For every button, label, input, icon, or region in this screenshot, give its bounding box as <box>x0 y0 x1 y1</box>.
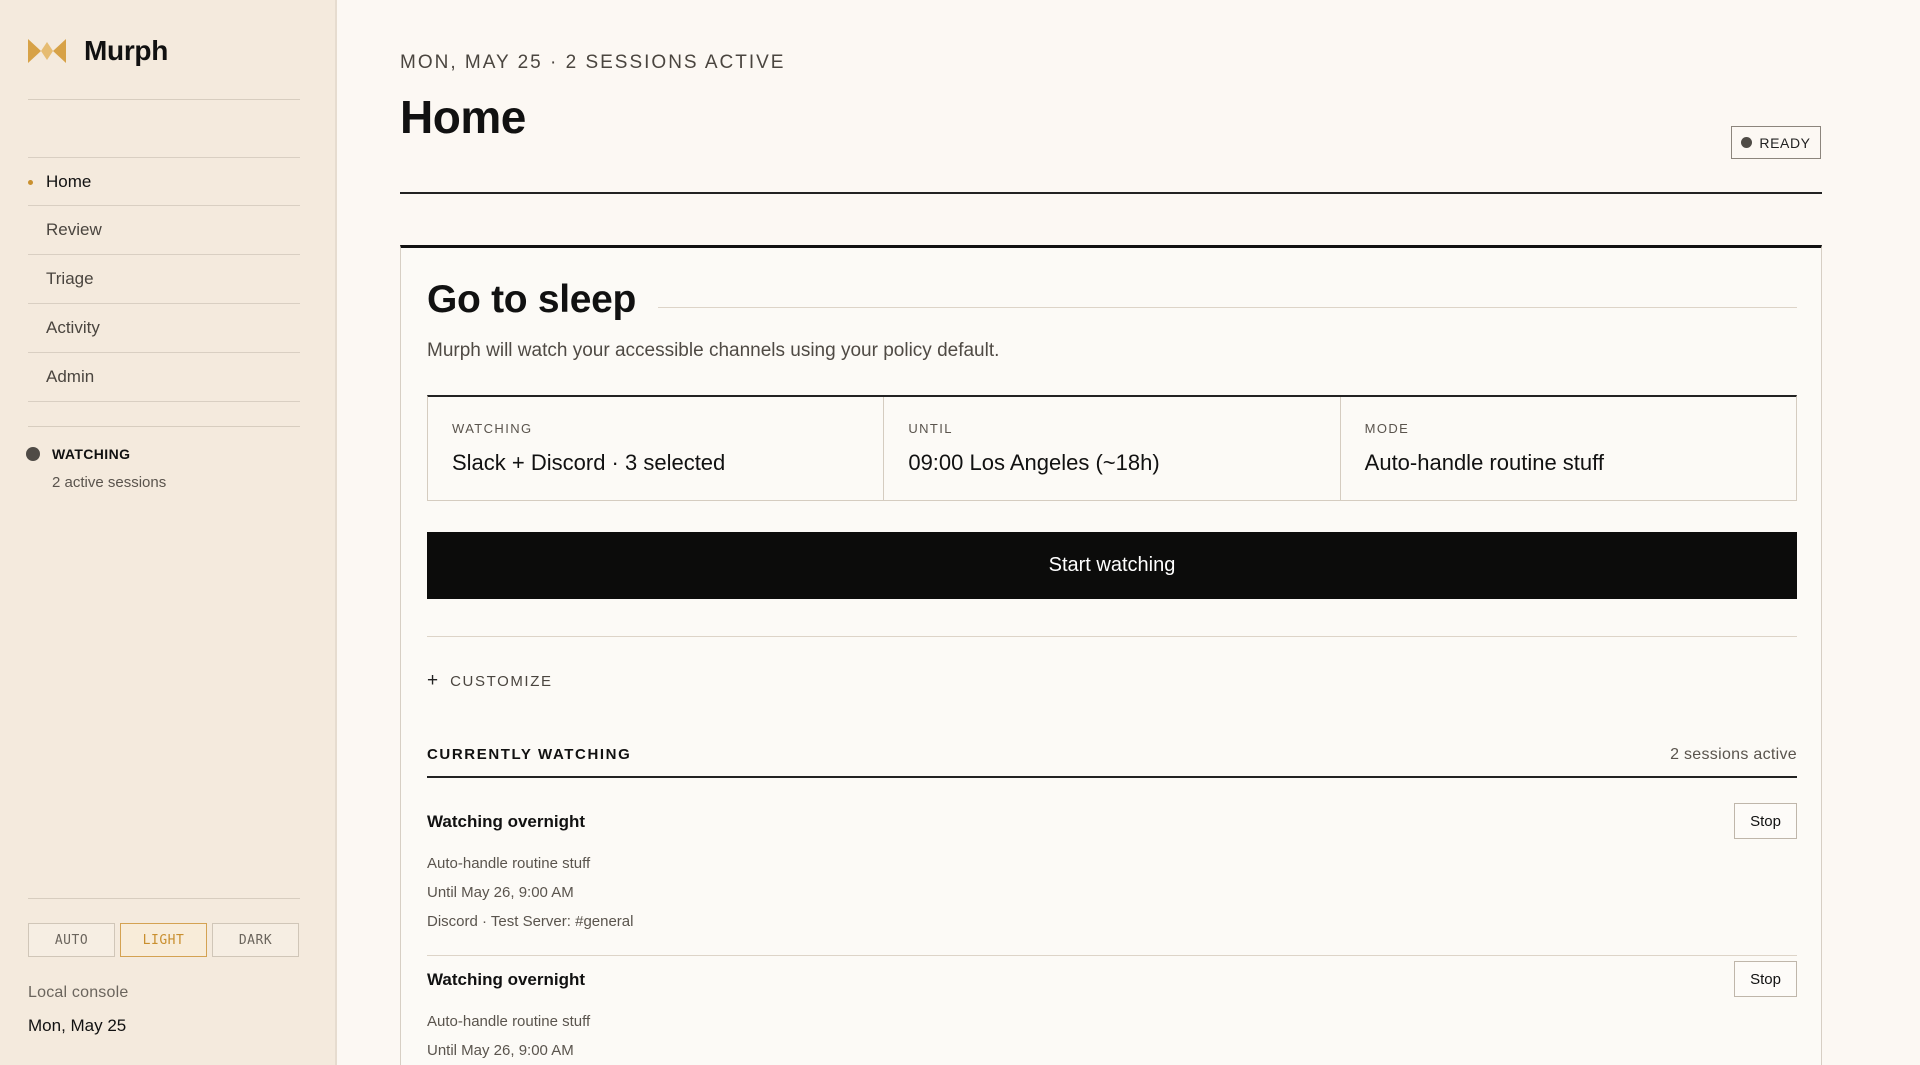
sidebar <box>0 0 337 1065</box>
session-count: 2 sessions active <box>1670 746 1797 763</box>
info-value: Slack + Discord · 3 selected <box>452 450 726 475</box>
sidebar-item-label: Admin <box>46 367 95 386</box>
console-label: Local console <box>28 984 129 1001</box>
sidebar-item-label: Review <box>46 220 102 239</box>
sidebar-divider <box>28 898 300 899</box>
session-channels: Discord · Test Server: #general <box>427 913 634 930</box>
info-value: 09:00 Los Angeles (~18h) <box>908 450 1160 475</box>
stop-session-button[interactable]: Stop <box>1734 803 1797 839</box>
customize-toggle[interactable] <box>427 670 553 692</box>
session-title: Watching overnight <box>427 970 586 989</box>
session-until: Until May 26, 9:00 AM <box>427 1042 574 1059</box>
sidebar-item-triage[interactable] <box>28 255 300 304</box>
active-indicator-dot <box>28 180 33 185</box>
status-badge <box>1731 126 1821 159</box>
theme-switcher <box>28 923 299 957</box>
session-mode: Auto-handle routine stuff <box>427 1013 591 1030</box>
info-value: Auto-handle routine stuff <box>1364 450 1604 475</box>
sidebar-nav <box>28 157 300 402</box>
sidebar-item-home[interactable] <box>28 157 300 206</box>
title-divider <box>400 192 1822 194</box>
currently-watching-header <box>427 746 1797 778</box>
brand[interactable] <box>28 34 168 68</box>
go-to-sleep-card <box>400 245 1822 1065</box>
session-until: Until May 26, 9:00 AM <box>427 884 574 901</box>
sidebar-item-label: Activity <box>46 318 100 337</box>
info-label: MODE <box>1364 421 1410 436</box>
status-subtext: 2 active sessions <box>52 474 167 491</box>
watching-cell[interactable] <box>428 397 884 500</box>
sidebar-item-admin[interactable] <box>28 353 300 402</box>
theme-dark-button[interactable]: DARK <box>212 923 299 957</box>
theme-auto-button[interactable]: AUTO <box>28 923 115 957</box>
murph-logo-icon <box>28 39 66 63</box>
stop-session-button[interactable]: Stop <box>1734 961 1797 997</box>
session-mode: Auto-handle routine stuff <box>427 855 591 872</box>
main-content <box>338 0 1920 1065</box>
session-divider <box>427 955 1797 956</box>
watch-settings-grid <box>427 395 1797 501</box>
sidebar-item-label: Triage <box>46 269 94 288</box>
section-title: CURRENTLY WATCHING <box>427 746 632 763</box>
status-badge-label: READY <box>1759 134 1811 151</box>
card-title-rule <box>658 307 1797 308</box>
card-description: Murph will watch your accessible channels using your policy default. <box>427 340 1000 361</box>
ready-dot-icon <box>1741 137 1752 148</box>
console-date: Mon, May 25 <box>28 1016 127 1035</box>
sidebar-item-review[interactable] <box>28 206 300 255</box>
until-cell[interactable] <box>884 397 1340 500</box>
sidebar-item-activity[interactable] <box>28 304 300 353</box>
status-label: WATCHING <box>52 446 131 462</box>
page-title: Home <box>400 91 526 143</box>
card-divider <box>427 636 1797 637</box>
sidebar-divider <box>28 99 300 100</box>
sidebar-item-label: Home <box>46 171 92 191</box>
mode-cell[interactable] <box>1341 397 1796 500</box>
plus-icon: + <box>427 670 439 691</box>
page-kicker: MON, MAY 25 · 2 SESSIONS ACTIVE <box>400 52 786 73</box>
session-title: Watching overnight <box>427 812 586 831</box>
watching-status <box>26 446 166 491</box>
customize-label: CUSTOMIZE <box>450 672 553 690</box>
card-title: Go to sleep <box>427 278 637 321</box>
theme-light-button[interactable]: LIGHT <box>120 923 207 957</box>
info-label: UNTIL <box>908 421 953 436</box>
sidebar-divider <box>28 426 300 427</box>
info-label: WATCHING <box>452 421 533 436</box>
status-dot-icon <box>26 447 40 461</box>
brand-name: Murph <box>84 35 169 66</box>
start-watching-button[interactable]: Start watching <box>427 532 1797 599</box>
